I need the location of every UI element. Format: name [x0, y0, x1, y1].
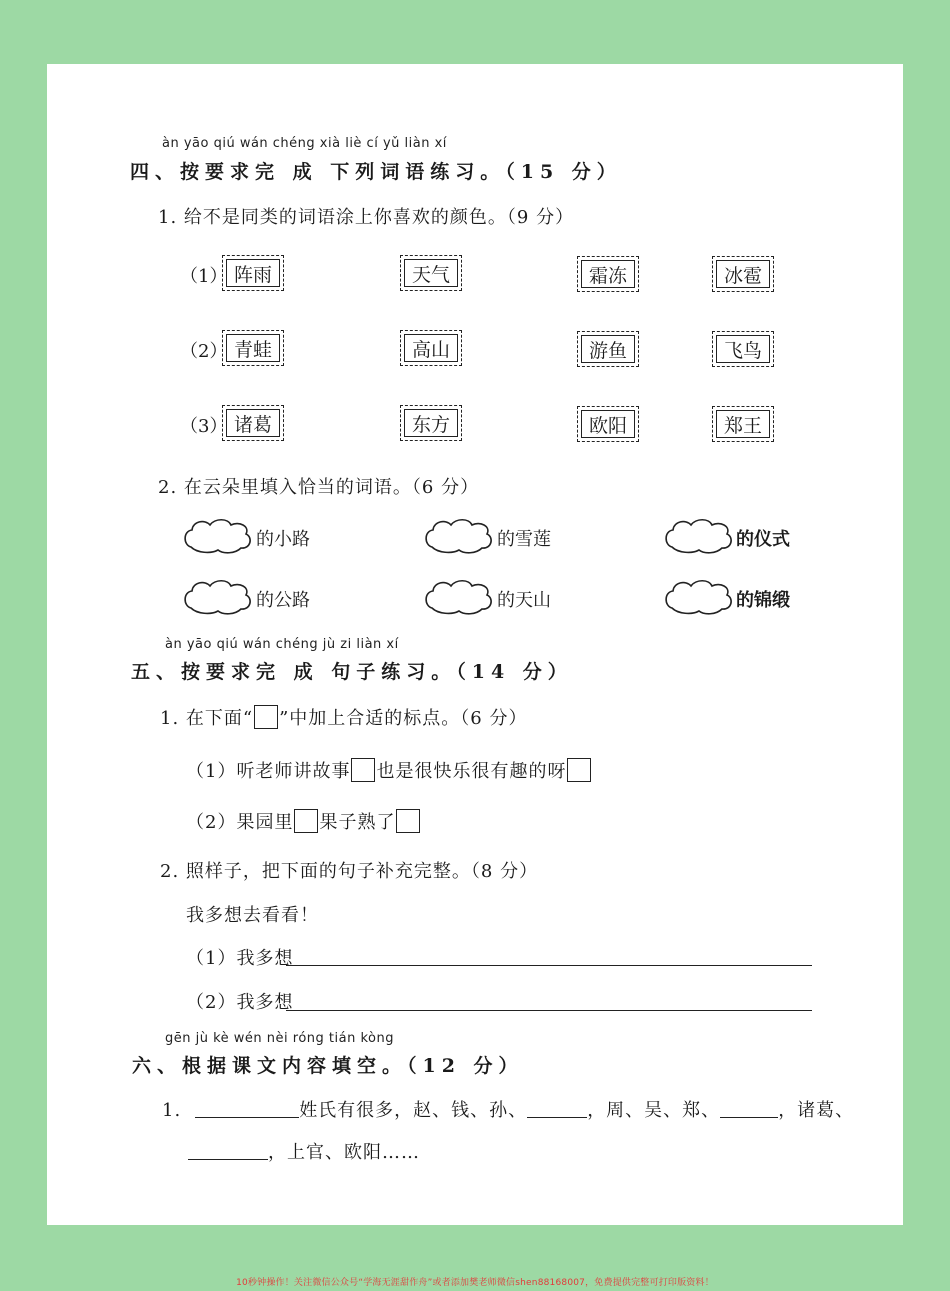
sentence-1: [186, 757, 592, 783]
answer-line-1[interactable]: [286, 965, 812, 966]
cloud-phrase: 的天山: [497, 590, 551, 611]
blank-field[interactable]: [195, 1099, 299, 1118]
sentence-1-part-b: 也是很快乐很有趣的呀: [376, 761, 567, 782]
row2-label: （2）: [180, 341, 228, 362]
footer-note: 10秒钟操作！关注微信公众号“学海无涯甜作舟”或者添加樊老师微信shen88168007，免费提供完整可打印版资料！: [236, 1278, 714, 1288]
q1-part3: ，诸葛、: [778, 1100, 855, 1121]
q1-part2: ，周、吴、郑、: [587, 1100, 721, 1121]
section6-q1-line1: [162, 1096, 854, 1122]
word-box[interactable]: 诸葛: [222, 405, 284, 441]
section6-q1-line2: [188, 1138, 420, 1164]
cloud-icon[interactable]: [424, 517, 494, 555]
punctuation-box[interactable]: [294, 809, 318, 833]
cloud-icon[interactable]: [664, 578, 734, 616]
section5-pinyin: àn yāo qiú wán chéng jù zi liàn xí: [165, 637, 399, 652]
word-box[interactable]: 东方: [400, 405, 462, 441]
section5-q1-text: [160, 704, 527, 730]
word-box[interactable]: 飞鸟: [712, 331, 774, 367]
word-box[interactable]: 游鱼: [577, 331, 639, 367]
section6-title: 六、根据课文内容填空。（12 分）: [132, 1055, 524, 1077]
word-box[interactable]: 欧阳: [577, 406, 639, 442]
word-box[interactable]: 阵雨: [222, 255, 284, 291]
sentence-2-part-a: （2）果园里: [186, 812, 294, 833]
cloud-icon[interactable]: [664, 517, 734, 555]
row3-label: （3）: [180, 416, 228, 437]
blank-field[interactable]: [720, 1099, 778, 1118]
answer-line-2[interactable]: [286, 1010, 812, 1011]
punctuation-box[interactable]: [396, 809, 420, 833]
sentence-2-part-b: 果子熟了: [319, 812, 396, 833]
word-box[interactable]: 青蛙: [222, 330, 284, 366]
word-box[interactable]: 天气: [400, 255, 462, 291]
fill-line-1-label: （1）我多想: [186, 948, 294, 969]
cloud-icon[interactable]: [183, 517, 253, 555]
section5-title: 五、按要求完 成 句子练习。（14 分）: [131, 661, 573, 683]
section4-q2-text: 2. 在云朵里填入恰当的词语。（6 分）: [158, 477, 480, 498]
blank-field[interactable]: [527, 1099, 587, 1118]
q1-part4: ，上官、欧阳……: [268, 1142, 420, 1163]
cloud-phrase: 的雪莲: [497, 529, 551, 550]
row1-label: （1）: [180, 266, 228, 287]
example-sentence: 我多想去看看！: [186, 905, 319, 926]
punctuation-box-sample: [254, 705, 278, 729]
blank-field[interactable]: [188, 1141, 268, 1160]
section4-pinyin: àn yāo qiú wán chéng xià liè cí yǔ liàn xí: [162, 136, 447, 151]
fill-line-2-label: （2）我多想: [186, 992, 294, 1013]
section5-q2-text: 2. 照样子，把下面的句子补充完整。（8 分）: [160, 861, 539, 882]
word-box[interactable]: 高山: [400, 330, 462, 366]
section4-q1-text: 1. 给不是同类的词语涂上你喜欢的颜色。（9 分）: [158, 207, 575, 228]
sentence-2: [186, 808, 421, 834]
q1-number: 1.: [162, 1100, 182, 1121]
cloud-phrase: 的仪式: [736, 529, 790, 550]
q1-text-before: 1. 在下面“: [160, 708, 254, 729]
cloud-phrase: 的小路: [256, 529, 310, 550]
q1-text-after: ”中加上合适的标点。（6 分）: [279, 708, 528, 729]
punctuation-box[interactable]: [351, 758, 375, 782]
cloud-phrase: 的锦缎: [736, 590, 790, 611]
word-box[interactable]: 霜冻: [577, 256, 639, 292]
cloud-phrase: 的公路: [256, 590, 310, 611]
q1-part1: 姓氏有很多，赵、钱、孙、: [299, 1100, 528, 1121]
punctuation-box[interactable]: [567, 758, 591, 782]
section4-title: 四、按要求完 成 下列词语练习。（15 分）: [130, 161, 622, 183]
cloud-icon[interactable]: [424, 578, 494, 616]
word-box[interactable]: 郑王: [712, 406, 774, 442]
cloud-icon[interactable]: [183, 578, 253, 616]
sentence-1-part-a: （1）听老师讲故事: [186, 761, 351, 782]
word-box[interactable]: 冰雹: [712, 256, 774, 292]
section6-pinyin: gēn jù kè wén nèi róng tián kòng: [165, 1031, 394, 1046]
